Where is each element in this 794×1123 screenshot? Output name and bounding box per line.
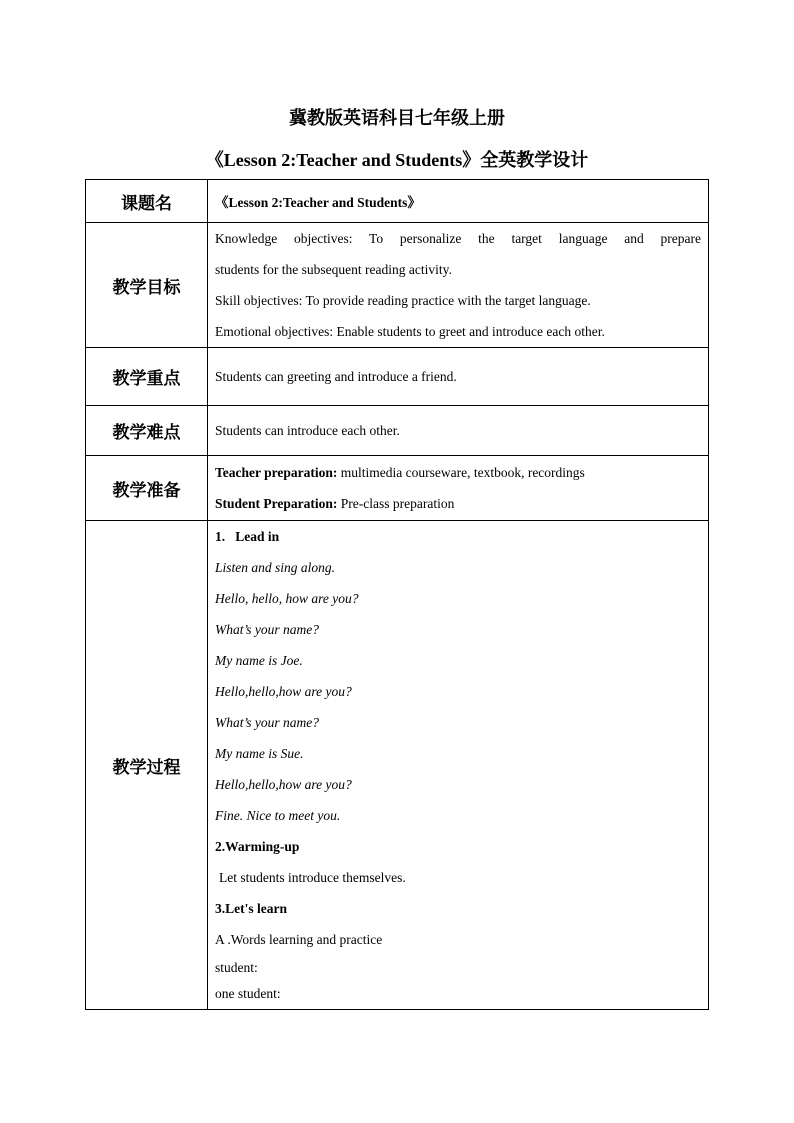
difficulties-value: Students can introduce each other. bbox=[208, 406, 709, 456]
document-title: 冀教版英语科目七年级上册 bbox=[289, 108, 505, 129]
topic-label: 课题名 bbox=[86, 180, 208, 223]
lead-in-heading: 1. Lead in bbox=[215, 529, 280, 544]
objectives-label: 教学目标 bbox=[86, 223, 208, 348]
lesson-plan-table bbox=[85, 179, 709, 1010]
preparation-content bbox=[208, 456, 709, 521]
student-preparation-value: Pre-class preparation bbox=[340, 496, 455, 511]
song-line: Listen and sing along. bbox=[215, 560, 336, 575]
document-subtitle bbox=[0, 147, 794, 174]
song-line: Hello,hello,how are you? bbox=[215, 777, 352, 792]
subtitle-lesson: 《Lesson 2:Teacher and Students》 bbox=[205, 150, 481, 170]
song-line: My name is Joe. bbox=[215, 653, 303, 668]
row-process bbox=[86, 521, 709, 1010]
song-line: What’s your name? bbox=[215, 622, 319, 637]
warming-up-text: Let students introduce themselves. bbox=[219, 870, 406, 885]
subtitle-design: 全英教学设计 bbox=[480, 150, 589, 171]
song-line: Hello,hello,how are you? bbox=[215, 684, 352, 699]
lets-learn-heading: 3.Let's learn bbox=[215, 901, 287, 916]
learn-line: student: bbox=[215, 960, 258, 975]
key-points-label: 教学重点 bbox=[86, 348, 208, 406]
topic-value: 《Lesson 2:Teacher and Students》 bbox=[208, 180, 709, 223]
row-key-points bbox=[86, 348, 709, 406]
words-learning-subheading: A .Words learning and practice bbox=[215, 932, 383, 947]
objective-line: Skill objectives: To provide reading practice with the target language. bbox=[215, 293, 591, 308]
key-points-value: Students can greeting and introduce a friend. bbox=[208, 348, 709, 406]
teacher-preparation-value: multimedia courseware, textbook, recordings bbox=[340, 465, 585, 480]
preparation-label: 教学准备 bbox=[86, 456, 208, 521]
row-topic bbox=[86, 180, 709, 223]
teacher-preparation-label: Teacher preparation: bbox=[215, 465, 338, 480]
song-line: What’s your name? bbox=[215, 715, 319, 730]
student-preparation-label: Student Preparation: bbox=[215, 496, 338, 511]
process-label: 教学过程 bbox=[86, 521, 208, 1010]
process-content bbox=[208, 521, 709, 1010]
objective-line: Emotional objectives: Enable students to greet and introduce each other. bbox=[215, 324, 605, 339]
row-difficulties bbox=[86, 406, 709, 456]
student-preparation bbox=[215, 488, 701, 519]
objectives-content bbox=[208, 223, 709, 348]
learn-line: one student: bbox=[215, 986, 281, 1001]
difficulties-label: 教学难点 bbox=[86, 406, 208, 456]
row-preparation bbox=[86, 456, 709, 521]
warming-up-heading: 2.Warming-up bbox=[215, 839, 300, 854]
objective-line: Knowledge objectives: To personalize the target language and prepare bbox=[215, 231, 701, 246]
song-line: Hello, hello, how are you? bbox=[215, 591, 359, 606]
objective-line: students for the subsequent reading activity. bbox=[215, 262, 452, 277]
teacher-preparation bbox=[215, 457, 701, 488]
song-line: My name is Sue. bbox=[215, 746, 304, 761]
row-objectives bbox=[86, 223, 709, 348]
song-line: Fine. Nice to meet you. bbox=[215, 808, 341, 823]
